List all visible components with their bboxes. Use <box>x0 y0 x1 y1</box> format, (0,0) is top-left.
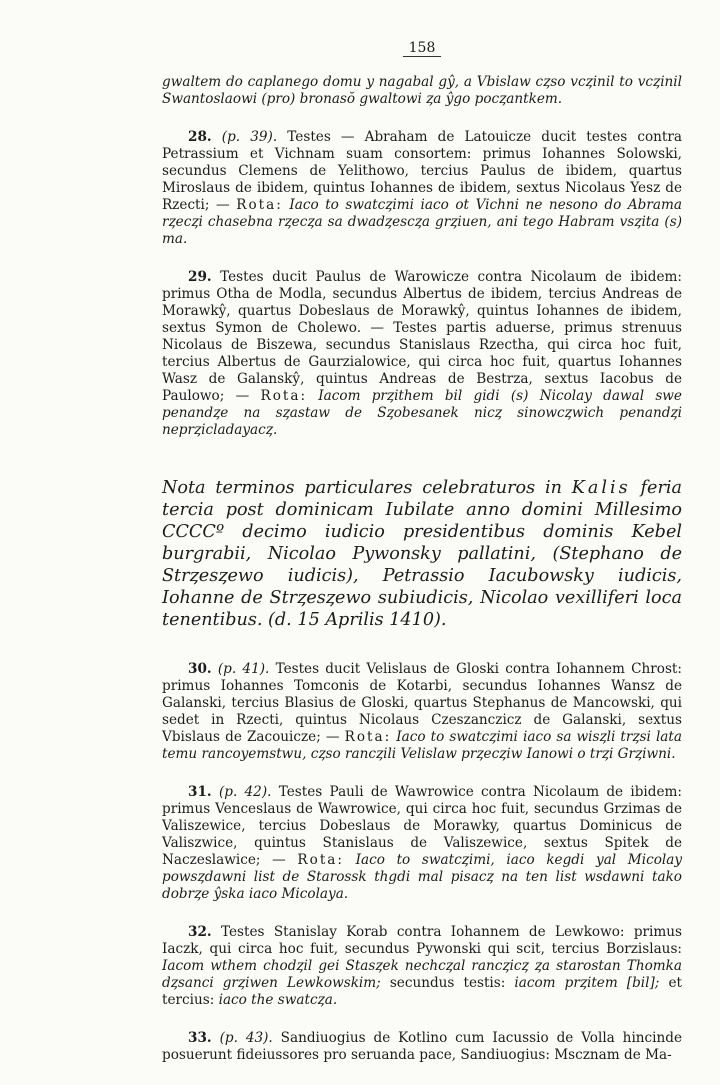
entry-30 <box>162 661 682 763</box>
entry-number: 30. <box>188 661 212 677</box>
entry-body: Testes Pauli de Wawrowice contra Nicolaum de ibidem: primus Venceslaus de Wawrowice, qui circa hoc fuit, secundus Grzimas de Valiszewice, tercius Dobeslaus de Morawky, quartus Dominicus de Valiszwice, quintus Stanislaus de Valiszewice, sextus Spitek de Naczeslawice; — <box>162 784 682 868</box>
entry-body: Testes ducit Velislaus de Gloski contra Iohannem Chrost: primus Iohannes Tomconis de Kotarbi, secundus Iohannes Wansz de Galanski, tercius Blasius de Gloski, quartus Stephanus de Mancowski, qui sedet in Rzecti, quintus Nicolaus Czeszanczicz de Galanski, sextus Vbislaus de Zacouicze; — <box>162 661 682 745</box>
page-ref: (p. 39). <box>221 129 278 145</box>
entry-29 <box>162 269 682 439</box>
testimony-1: Iacom wthem chodȥil gei Stasȥek nechcȥal rancȥicȥ ȥa starostan Thomka dȥsanci grȥiwen Lewkowskim; <box>162 958 682 991</box>
page-ref: (p. 43). <box>219 1030 273 1046</box>
entry-body: Testes Stanislay Korab contra Iohannem de Lewkowo: primus Iaczk, qui circa hoc fuit, secundus Pywonski qui scit, tercius Borzislaus: <box>162 924 682 957</box>
entry-32: 32. Testes Stanislay Korab contra Iohannem de Lewkowo: primus Iaczk, qui circa hoc fuit, secundus Pywonski qui scit, tercius Borzislaus: Iacom wthem chodȥil gei Stasȥek nechcȥal rancȥicȥ ȥa starostan Thomka dȥsanci grȥiwen Lewkowskim; secundus testis: iacom prȥitem [bil]; et tercius: iaco the swatcȥa. <box>162 924 682 1008</box>
entry-body: Testes — Abraham de Latouicze ducit testes contra Petrassium et Vichnam suam consortem: primus Iohannes Solowski, secundus Clemens de Yelithowo, tercius Paulus de ibidem, quartus Miroslaus de ibidem, quintus Iohannes de ibidem, sextus Nicolaus Yesz de Rzecti; — <box>162 129 682 213</box>
entry-number: 32. <box>188 924 212 940</box>
entry-body: Sandiuogius de Kotlino cum Iacussio de Volla hincinde posuerunt fideiussores pro seruanda pace, Sandiuogius: Mscznam de Ma- <box>162 1030 683 1063</box>
continuation-text: gwaltem do caplanego domu y nagabal gŷ, a Vbislaw cȥso vcȥinil to vcȥinil Swantoslaowi (pro) bronasŏ gwaltowi ȥa ŷgo pocȥantkem. <box>162 74 682 107</box>
rota-label: Rota: <box>260 388 308 404</box>
page-ref: (p. 42). <box>218 784 272 800</box>
testimony-2: iacom prȥitem [bil]; <box>514 975 660 991</box>
document-page <box>162 40 682 1085</box>
rota-text: Iaco to swatcȥimi iaco sa wisȥli trȥsi lata temu rancoyemstwu, cȥso rancȥili Velislaw prȥecȥiw Ianowi o trȥi Grȥiwni. <box>162 729 682 762</box>
entry-28 <box>162 129 682 248</box>
entry-number: 33. <box>188 1030 212 1046</box>
entry-number: 31. <box>188 784 212 800</box>
testimony-3: iaco the swatcȥa. <box>218 992 338 1008</box>
page-ref: (p. 41). <box>217 661 270 677</box>
rota-label: Rota: <box>297 852 344 868</box>
entry-33 <box>162 1030 682 1064</box>
entry-number: 29. <box>188 269 212 285</box>
entry-number: 28. <box>188 129 212 145</box>
rota-text: Iaco to swatcȥimi, iaco kegdi yal Micolay powsȥdawni list de Starossk thgdi mal pisacȥ na ten list wsdawni tako dobrȥe ŷska iaco Micolaya. <box>162 852 683 902</box>
rota-label: Rota: <box>236 197 283 213</box>
rota-text: Iacom prȥithem bil gidi (s) Nicolay dawal swe penandȥe na sȥastaw de Sȥobesanek nicȥ sinowcȥwich penandȥi neprȥicladayacȥ. <box>162 388 682 438</box>
rota-text: Iaco to swatcȥimi iaco ot Vichni ne nesono do Abrama rȥecȥi chasebna rȥecȥa sa dwadȥescȥa grȥiuen, ani tego Habram vsȥita (s) ma. <box>162 197 682 247</box>
entry-body: Testes ducit Paulus de Warowicze contra Nicolaum de ibidem: primus Otha de Modla, secundus Albertus de ibidem, tercius Andreas de Morawkŷ, quartus Dobeslaus de Morawkŷ, quintus Iohannes de ibidem, sextus Symon de Cholewo. — Testes partis aduerse, primus strenuus Nicolaus de Biszewa, secundus Stanislaus Rzectha, qui circa hoc fuit, tercius Albertus de Gaurzialowice, qui circa hoc fuit, quartus Iohannes Wasz de Galanskŷ, quintus Andreas de Bestrza, sextus Iacobus de Paulowo; — <box>162 269 682 404</box>
rota-label: Rota: <box>344 729 392 745</box>
page-number: 158 <box>162 40 682 56</box>
city-name: Kalis <box>571 478 631 498</box>
nota-heading: Nota terminos particulares celebraturos in Kalis feria tercia post dominicam Iubilate anno domini Millesimo CCCCº decimo iudicio presidentibus dominis Kebel burgrabii, Nicolao Pywonsky pallatini, (Stephano de Strȥesȥewo iudicis), Petrassio Iacubowsky iudicis, Iohanne de Strȥesȥewo subiudicis, Nicolao vexilliferi loca tenentibus. (d. 15 Aprilis 1410). <box>162 478 682 630</box>
entry-31 <box>162 784 682 903</box>
